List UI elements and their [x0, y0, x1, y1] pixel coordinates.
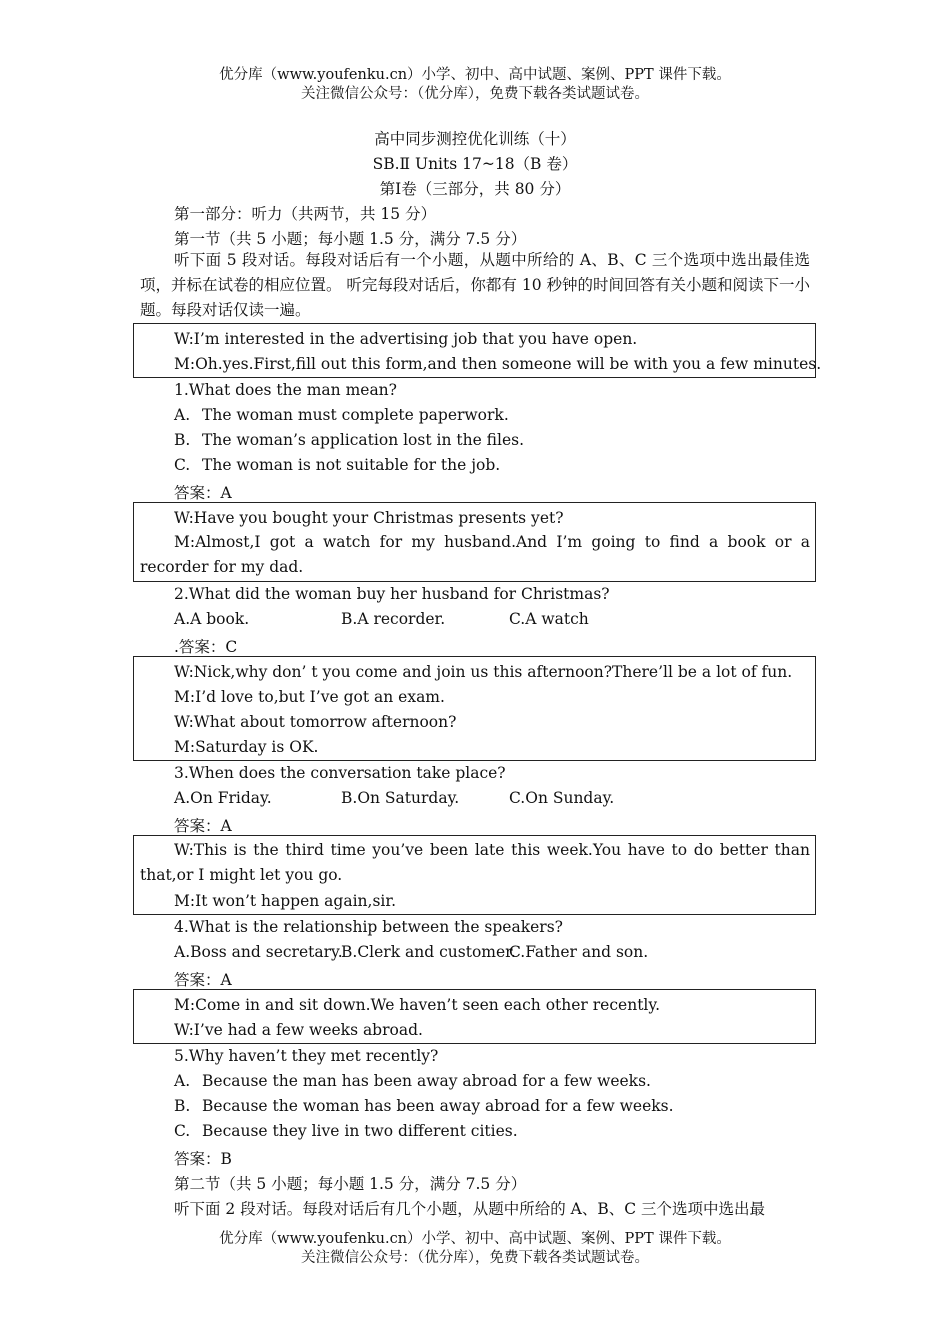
dialog-line: W:I’m interested in the advertising job that you have open. — [174, 330, 638, 348]
dialog-line: W:I’ve had a few weeks abroad. — [174, 1021, 423, 1039]
question-2: 2.What did the woman buy her husband for Christmas? — [174, 585, 610, 603]
option-c: C. Because they live in two different cities. — [174, 1122, 518, 1140]
option-a: A. The woman must complete paperwork. — [174, 406, 509, 424]
dialog-line: M:I’d love to,but I’ve got an exam. — [174, 688, 445, 706]
dialog-box-5 — [133, 989, 816, 1044]
dialog-box-3 — [133, 656, 816, 761]
option-c: C. The woman is not suitable for the job. — [174, 456, 501, 474]
dialog-line: W:Nick,why don’ t you come and join us this afternoon?There’ll be a lot of fun. — [174, 663, 793, 681]
header-line-2: 关注微信公众号：（优分库），免费下载各类试题试卷。 — [301, 86, 649, 102]
dialog-line: W:Have you bought your Christmas presents yet? — [174, 509, 564, 527]
option-a: A.On Friday. — [174, 789, 272, 807]
question-5: 5.Why haven’t they met recently? — [174, 1047, 439, 1065]
option-c: C.A watch — [509, 610, 589, 628]
footer-line-1: 优分库（www.youfenku.cn）小学、初中、高中试题、案例、PPT 课件下载。 — [219, 1231, 731, 1247]
dialog-line: M:Come in and sit down.We haven’t seen each other recently. — [174, 996, 661, 1014]
option-a: A.Boss and secretary. — [174, 943, 343, 961]
dialog-line: M:Oh.yes.First,fill out this form,and then someone will be with you a few minutes. — [174, 355, 822, 373]
question-4: 4.What is the relationship between the speakers? — [174, 918, 563, 936]
exam-title: 高中同步测控优化训练（十） — [374, 130, 576, 148]
header-line-1: 优分库（www.youfenku.cn）小学、初中、高中试题、案例、PPT 课件下载。 — [219, 67, 731, 83]
option-b: B. Because the woman has been away abroad for a few weeks. — [174, 1097, 674, 1115]
answer-1: 答案：A — [174, 484, 232, 502]
section1-instructions: 听下面 5 段对话。每段对话后有一个小题，从题中所给的 A、B、C 三个选项中选出最佳选项，并标在试卷的相应位置。 听完每段对话后，你都有 10 秒钟的时间回答有关小题和阅读下一小题。每段对话仅读一遍。 — [140, 251, 811, 319]
dialog-line: M:Saturday is OK. — [174, 738, 319, 756]
option-c: C.Father and son. — [509, 943, 649, 961]
dialog-line: W:This is the third time you’ve been late this week.You have to do better than that,or I might let you go. — [140, 841, 810, 884]
option-a: A.A book. — [174, 610, 250, 628]
option-b: B.Clerk and customer. — [341, 943, 516, 961]
dialog-line: M:Almost,I got a watch for my husband.And I’m going to find a book or a recorder for my dad. — [140, 533, 810, 576]
footer-line-2: 关注微信公众号：（优分库），免费下载各类试题试卷。 — [301, 1250, 649, 1266]
option-b: B. The woman’s application lost in the files. — [174, 431, 525, 449]
question-1: 1.What does the man mean? — [174, 381, 397, 399]
dialog-box-1 — [133, 323, 822, 378]
answer-4: 答案：A — [174, 971, 232, 989]
answer-3: 答案：A — [174, 817, 232, 835]
paper-section-title: 第Ⅰ卷（三部分，共 80 分） — [379, 180, 571, 198]
dialog-box-2 — [133, 502, 816, 582]
answer-2: .答案：C — [174, 638, 238, 656]
answer-5: 答案：B — [174, 1150, 232, 1168]
option-a: A. Because the man has been away abroad for a few weeks. — [174, 1072, 651, 1090]
dialog-box-4 — [133, 835, 816, 915]
option-b: B.A recorder. — [341, 610, 446, 628]
part1-heading: 第一部分：听力（共两节，共 15 分） — [174, 205, 437, 223]
question-3: 3.When does the conversation take place? — [174, 764, 506, 782]
exam-subtitle: SB.Ⅱ Units 17~18（B 卷） — [372, 155, 578, 173]
dialog-line: M:It won’t happen again,sir. — [174, 892, 397, 910]
section1-heading: 第一节（共 5 小题；每小题 1.5 分，满分 7.5 分） — [174, 230, 527, 248]
section2-instructions: 听下面 2 段对话。每段对话后有几个小题，从题中所给的 A、B、C 三个选项中选出最 — [174, 1200, 766, 1218]
section2-heading: 第二节（共 5 小题；每小题 1.5 分，满分 7.5 分） — [174, 1175, 527, 1193]
option-b: B.On Saturday. — [341, 789, 460, 807]
dialog-line: W:What about tomorrow afternoon? — [174, 713, 457, 731]
option-c: C.On Sunday. — [509, 789, 615, 807]
